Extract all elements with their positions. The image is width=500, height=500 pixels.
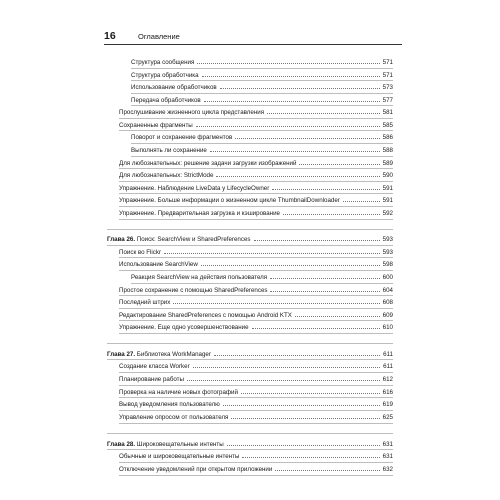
row-divider	[119, 118, 393, 119]
toc-entry-title: Структура обработчика	[131, 72, 199, 79]
toc-entry-label	[119, 312, 293, 320]
toc-entry-label	[131, 72, 200, 80]
toc-entry-page: 590	[382, 172, 393, 179]
toc-entry-label	[119, 299, 171, 307]
row-divider	[119, 295, 393, 296]
toc-entry	[119, 452, 393, 460]
toc-entry-title: Поиск: SearchView и SharedPreferences	[136, 236, 251, 243]
toc-entry-title: Для любознательных: StrictMode	[119, 172, 214, 179]
toc-entry	[131, 71, 393, 79]
toc-entry-page: 593	[382, 249, 393, 256]
toc-entry-label	[131, 147, 208, 155]
row-divider	[119, 270, 393, 271]
toc-entry	[131, 273, 393, 281]
toc-entry-title: Обычные и широковещательные интенты	[119, 453, 240, 460]
toc-entry-title: Прослушивание жизненного цикла представления	[119, 109, 265, 116]
dot-leader	[267, 108, 380, 114]
running-title: Оглавление	[138, 32, 180, 41]
toc-entry	[119, 298, 393, 306]
chapter-number: Глава 27.	[107, 351, 136, 358]
toc-entry-page: 604	[382, 287, 393, 294]
row-divider	[131, 283, 393, 284]
toc-entry	[119, 260, 393, 268]
toc-entry	[119, 388, 393, 396]
toc-entry-label	[119, 376, 185, 384]
toc-entry-label	[107, 236, 252, 244]
toc-entry-title: Упражнение. Больше информации о жизненном цикле ThumbnailDownloader	[119, 197, 340, 204]
toc-entry-page: 593	[382, 236, 393, 243]
toc-chapter-entry	[107, 235, 393, 243]
toc-entry-page: 611	[383, 363, 393, 370]
dot-leader	[187, 375, 380, 381]
toc-entry	[119, 465, 393, 473]
toc-entry	[119, 171, 393, 179]
toc-entry-title: Управление опросом от пользователя	[119, 414, 229, 421]
toc-entry-title: Структура сообщения	[131, 59, 195, 66]
toc-entry-title: Упражнение. Предварительная загрузка и кэширование	[119, 210, 280, 217]
toc-entry-label	[131, 274, 268, 282]
toc-entry-label	[131, 134, 233, 142]
dot-leader	[295, 311, 380, 317]
toc-entry-title: Поиск во Flickr	[119, 249, 162, 256]
toc-entry-title: Создание класса Worker	[119, 363, 190, 370]
toc-entry	[131, 146, 393, 154]
row-divider	[119, 475, 393, 476]
toc-entry-title: Передача обработчиков	[131, 97, 201, 104]
toc-entry-label	[119, 172, 214, 180]
toc-entry-label	[119, 287, 268, 295]
row-divider	[119, 410, 393, 411]
toc-entry-page: 591	[382, 197, 393, 204]
toc-entry-page: 609	[382, 312, 393, 319]
row-divider	[119, 423, 393, 424]
toc-entry	[119, 362, 393, 370]
toc-entry	[131, 58, 393, 66]
toc-entry-page: 588	[382, 147, 393, 154]
dot-leader	[231, 413, 379, 419]
page-number: 16	[104, 30, 116, 42]
toc-entry	[119, 248, 393, 256]
row-divider	[119, 181, 393, 182]
toc-entry-page: 612	[382, 376, 393, 383]
row-divider	[131, 156, 393, 157]
row-divider	[119, 257, 393, 258]
row-divider	[119, 372, 393, 373]
toc-entry	[119, 209, 393, 217]
toc-entry	[119, 196, 393, 204]
toc-entry	[131, 83, 393, 91]
row-divider	[107, 449, 393, 450]
toc-entry	[119, 159, 393, 167]
row-divider	[119, 385, 393, 386]
toc-entry	[119, 286, 393, 294]
toc-entry-label	[119, 401, 221, 409]
toc-entry-label	[119, 160, 297, 168]
toc-entry	[119, 184, 393, 192]
dot-leader	[254, 235, 380, 241]
toc-entry	[131, 96, 393, 104]
toc-entry-label	[119, 453, 240, 461]
row-divider	[107, 343, 393, 344]
toc-entry-page: 577	[382, 97, 393, 104]
row-divider	[119, 219, 393, 220]
toc-entry-title: Простое сохранение с помощью SharedPreferences	[119, 287, 268, 294]
row-divider	[131, 80, 393, 81]
dot-leader	[210, 146, 380, 152]
toc-entry-label	[131, 97, 202, 105]
dot-leader	[214, 350, 380, 356]
toc-entry-label	[119, 324, 250, 332]
toc-entry-title: Поворот и сохранение фрагментов	[131, 134, 233, 141]
row-divider	[119, 462, 393, 463]
dot-leader	[235, 133, 379, 139]
dot-leader	[173, 298, 379, 304]
toc-entry-title: Последний штрих	[119, 299, 171, 306]
toc-entry-page: 571	[382, 59, 393, 66]
toc-entry-title: Сохраненные фрагменты	[119, 122, 193, 129]
toc-entry-label	[119, 414, 229, 422]
toc-entry	[119, 413, 393, 421]
toc-entry-page: 592	[382, 210, 393, 217]
toc-entry-page: 616	[382, 389, 393, 396]
toc-entry-title: Использование SearchView	[119, 261, 198, 268]
dot-leader	[201, 260, 380, 266]
row-divider	[119, 397, 393, 398]
toc-entry-title: Выполнять ли сохранение	[131, 147, 207, 154]
toc-entry-page: 581	[382, 109, 393, 116]
dot-leader	[216, 171, 379, 177]
dot-leader	[299, 159, 379, 165]
toc-entry-title: Упражнение. Еще одно усовершенствование	[119, 324, 249, 331]
row-divider	[119, 308, 393, 309]
toc-entry-label	[119, 122, 194, 130]
dot-leader	[202, 71, 380, 77]
toc-entry-title: Планирование работы	[119, 376, 184, 383]
toc-entry-page: 589	[382, 160, 393, 167]
toc-entry	[119, 311, 393, 319]
toc-entry-label	[119, 261, 199, 269]
toc-entry-page: 631	[382, 441, 393, 448]
toc-entry-page: 608	[382, 299, 393, 306]
dot-leader	[241, 388, 380, 394]
dot-leader	[242, 452, 379, 458]
toc-entry-label	[119, 389, 239, 397]
dot-leader	[220, 83, 380, 89]
toc-entry	[119, 375, 393, 383]
toc-entry-label	[119, 197, 341, 205]
toc-entry-title: Проверка на наличие новых фотографий	[119, 389, 238, 396]
toc-entry	[119, 400, 393, 408]
dot-leader	[272, 184, 379, 190]
dot-leader	[164, 248, 380, 254]
dot-leader	[283, 209, 380, 215]
toc-entry-page: 573	[382, 84, 393, 91]
toc-entry-title: Библиотека WorkManager	[136, 351, 211, 358]
toc-entry-label	[107, 441, 225, 449]
toc-entry-label	[131, 84, 218, 92]
toc-entry-page: 625	[382, 414, 393, 421]
toc-entry-page: 585	[382, 122, 393, 129]
dot-leader	[196, 121, 380, 127]
toc-entry-page: 600	[382, 274, 393, 281]
toc-entry-page: 591	[382, 185, 393, 192]
dot-leader	[223, 400, 380, 406]
row-divider	[131, 105, 393, 106]
toc-entry-title: Реакция SearchView на действия пользователя	[131, 274, 268, 281]
toc-chapter-entry	[107, 440, 393, 448]
toc-entry	[119, 121, 393, 129]
dot-leader	[343, 196, 380, 202]
toc-entry-label	[119, 109, 265, 117]
row-divider	[107, 433, 393, 434]
toc-entry-label	[119, 363, 191, 371]
toc-entry	[119, 323, 393, 331]
toc-entry-page: 611	[383, 351, 393, 358]
row-divider	[119, 333, 393, 334]
toc-entry-page: 610	[382, 324, 393, 331]
toc-entry-title: Упражнение. Наблюдение LiveData у LifecycleOwner	[119, 185, 270, 192]
toc-chapter-entry	[107, 350, 393, 358]
toc-entry-page: 619	[382, 401, 393, 408]
toc-entry-page: 632	[382, 466, 393, 473]
dot-leader	[197, 58, 379, 64]
dot-leader	[270, 273, 380, 279]
toc-entry	[119, 108, 393, 116]
toc-entry-label	[119, 210, 281, 218]
toc-entry-title: Редактирование SharedPreferences с помощью Android KTX	[119, 312, 292, 319]
row-divider	[107, 359, 393, 360]
toc-entry-page: 631	[382, 453, 393, 460]
toc-entry-label	[119, 466, 273, 474]
toc-entry-label	[119, 249, 162, 257]
dot-leader	[275, 465, 379, 471]
toc-entry-label	[107, 351, 212, 359]
toc-entry-page: 598	[382, 261, 393, 268]
toc-entry-title: Широковещательные интенты	[136, 441, 224, 448]
row-divider	[119, 168, 393, 169]
row-divider	[119, 130, 393, 131]
dot-leader	[193, 362, 380, 368]
toc-entry-page: 586	[382, 134, 393, 141]
dot-leader	[252, 323, 380, 329]
toc-entry-title: Отключение уведомлений при открытом приложении	[119, 466, 273, 473]
row-divider	[131, 68, 393, 69]
toc-entry-label	[131, 59, 195, 67]
row-divider	[107, 229, 393, 230]
row-divider	[131, 93, 393, 94]
row-divider	[107, 245, 393, 246]
dot-leader	[204, 96, 380, 102]
row-divider	[119, 206, 393, 207]
toc-entry	[131, 133, 393, 141]
chapter-number: Глава 28.	[107, 441, 136, 448]
dot-leader	[270, 286, 379, 292]
toc-entry-title: Для любознательных: решение задачи загрузки изображений	[119, 160, 297, 167]
dot-leader	[227, 440, 380, 446]
chapter-number: Глава 26.	[107, 236, 136, 243]
row-divider	[131, 143, 393, 144]
toc-entry-title: Вывод уведомления пользователю	[119, 401, 220, 408]
row-divider	[119, 320, 393, 321]
toc-entry-title: Использование обработчиков	[131, 84, 217, 91]
toc-entry-page: 571	[382, 72, 393, 79]
toc-entry-label	[119, 185, 270, 193]
row-divider	[119, 193, 393, 194]
